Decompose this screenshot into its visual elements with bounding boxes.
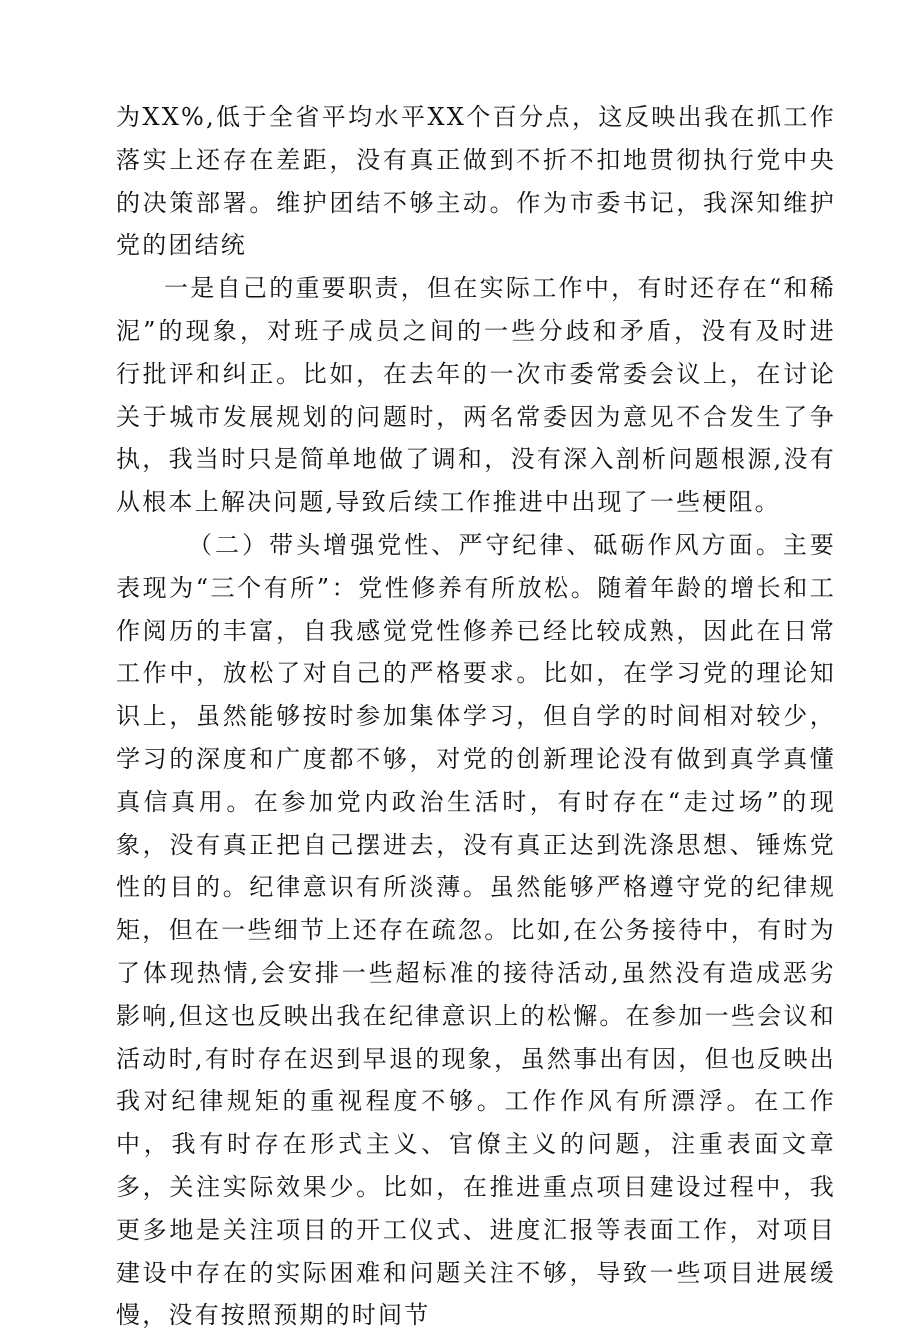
body-text (116, 96, 836, 1337)
paragraph-continuation: 为XX%,低于全省平均水平XX个百分点，这反映出我在抓工作落实上还存在差距，没有真正做到不折不扣地贯彻执行党中央的决策部署。维护团结不够主动。作为市委书记，我深知维护党的团结统 (116, 103, 836, 260)
paragraph-section-two: （二）带头增强党性、严守纪律、砥砺作风方面。主要表现为“三个有所”：党性修养有所放松。随着年龄的增长和工作阅历的丰富，自我感觉党性修养已经比较成熟，因此在日常工作中，放松了对自己的严格要求。比如，在学习党的理论知识上，虽然能够按时参加集体学习，但自学的时间相对较少，学习的深度和广度都不够，对党的创新理论没有做到真学真懂真信真用。在参加党内政治生活时，有时存在“走过场”的现象，没有真正把自己摆进去，没有真正达到洗涤思想、锤炼党性的目的。纪律意识有所淡薄。虽然能够严格遵守党的纪律规矩，但在一些细节上还存在疏忽。比如,在公务接待中，有时为了体现热情,会安排一些超标准的接待活动,虽然没有造成恶劣影响,但这也反映出我在纪律意识上的松懈。在参加一些会议和活动时,有时存在迟到早退的现象，虽然事出有因，但也反映出我对纪律规矩的重视程度不够。工作作风有所漂浮。在工作中，我有时存在形式主义、官僚主义的问题，注重表面文章多，关注实际效果少。比如，在推进重点项目建设过程中，我更多地是关注项目的开工仪式、进度汇报等表面工作，对项目建设中存在的实际困难和问题关注不够，导致一些项目进展缓慢，没有按照预期的时间节 (116, 530, 836, 1330)
paragraph-unity: 一是自己的重要职责，但在实际工作中，有时还存在“和稀泥”的现象，对班子成员之间的一些分歧和矛盾，没有及时进行批评和纠正。比如，在去年的一次市委常委会议上，在讨论关于城市发展规划的问题时，两名常委因为意见不合发生了争执，我当时只是简单地做了调和，没有深入剖析问题根源,没有从根本上解决问题,导致后续工作推进中出现了一些梗阻。 (116, 274, 836, 517)
